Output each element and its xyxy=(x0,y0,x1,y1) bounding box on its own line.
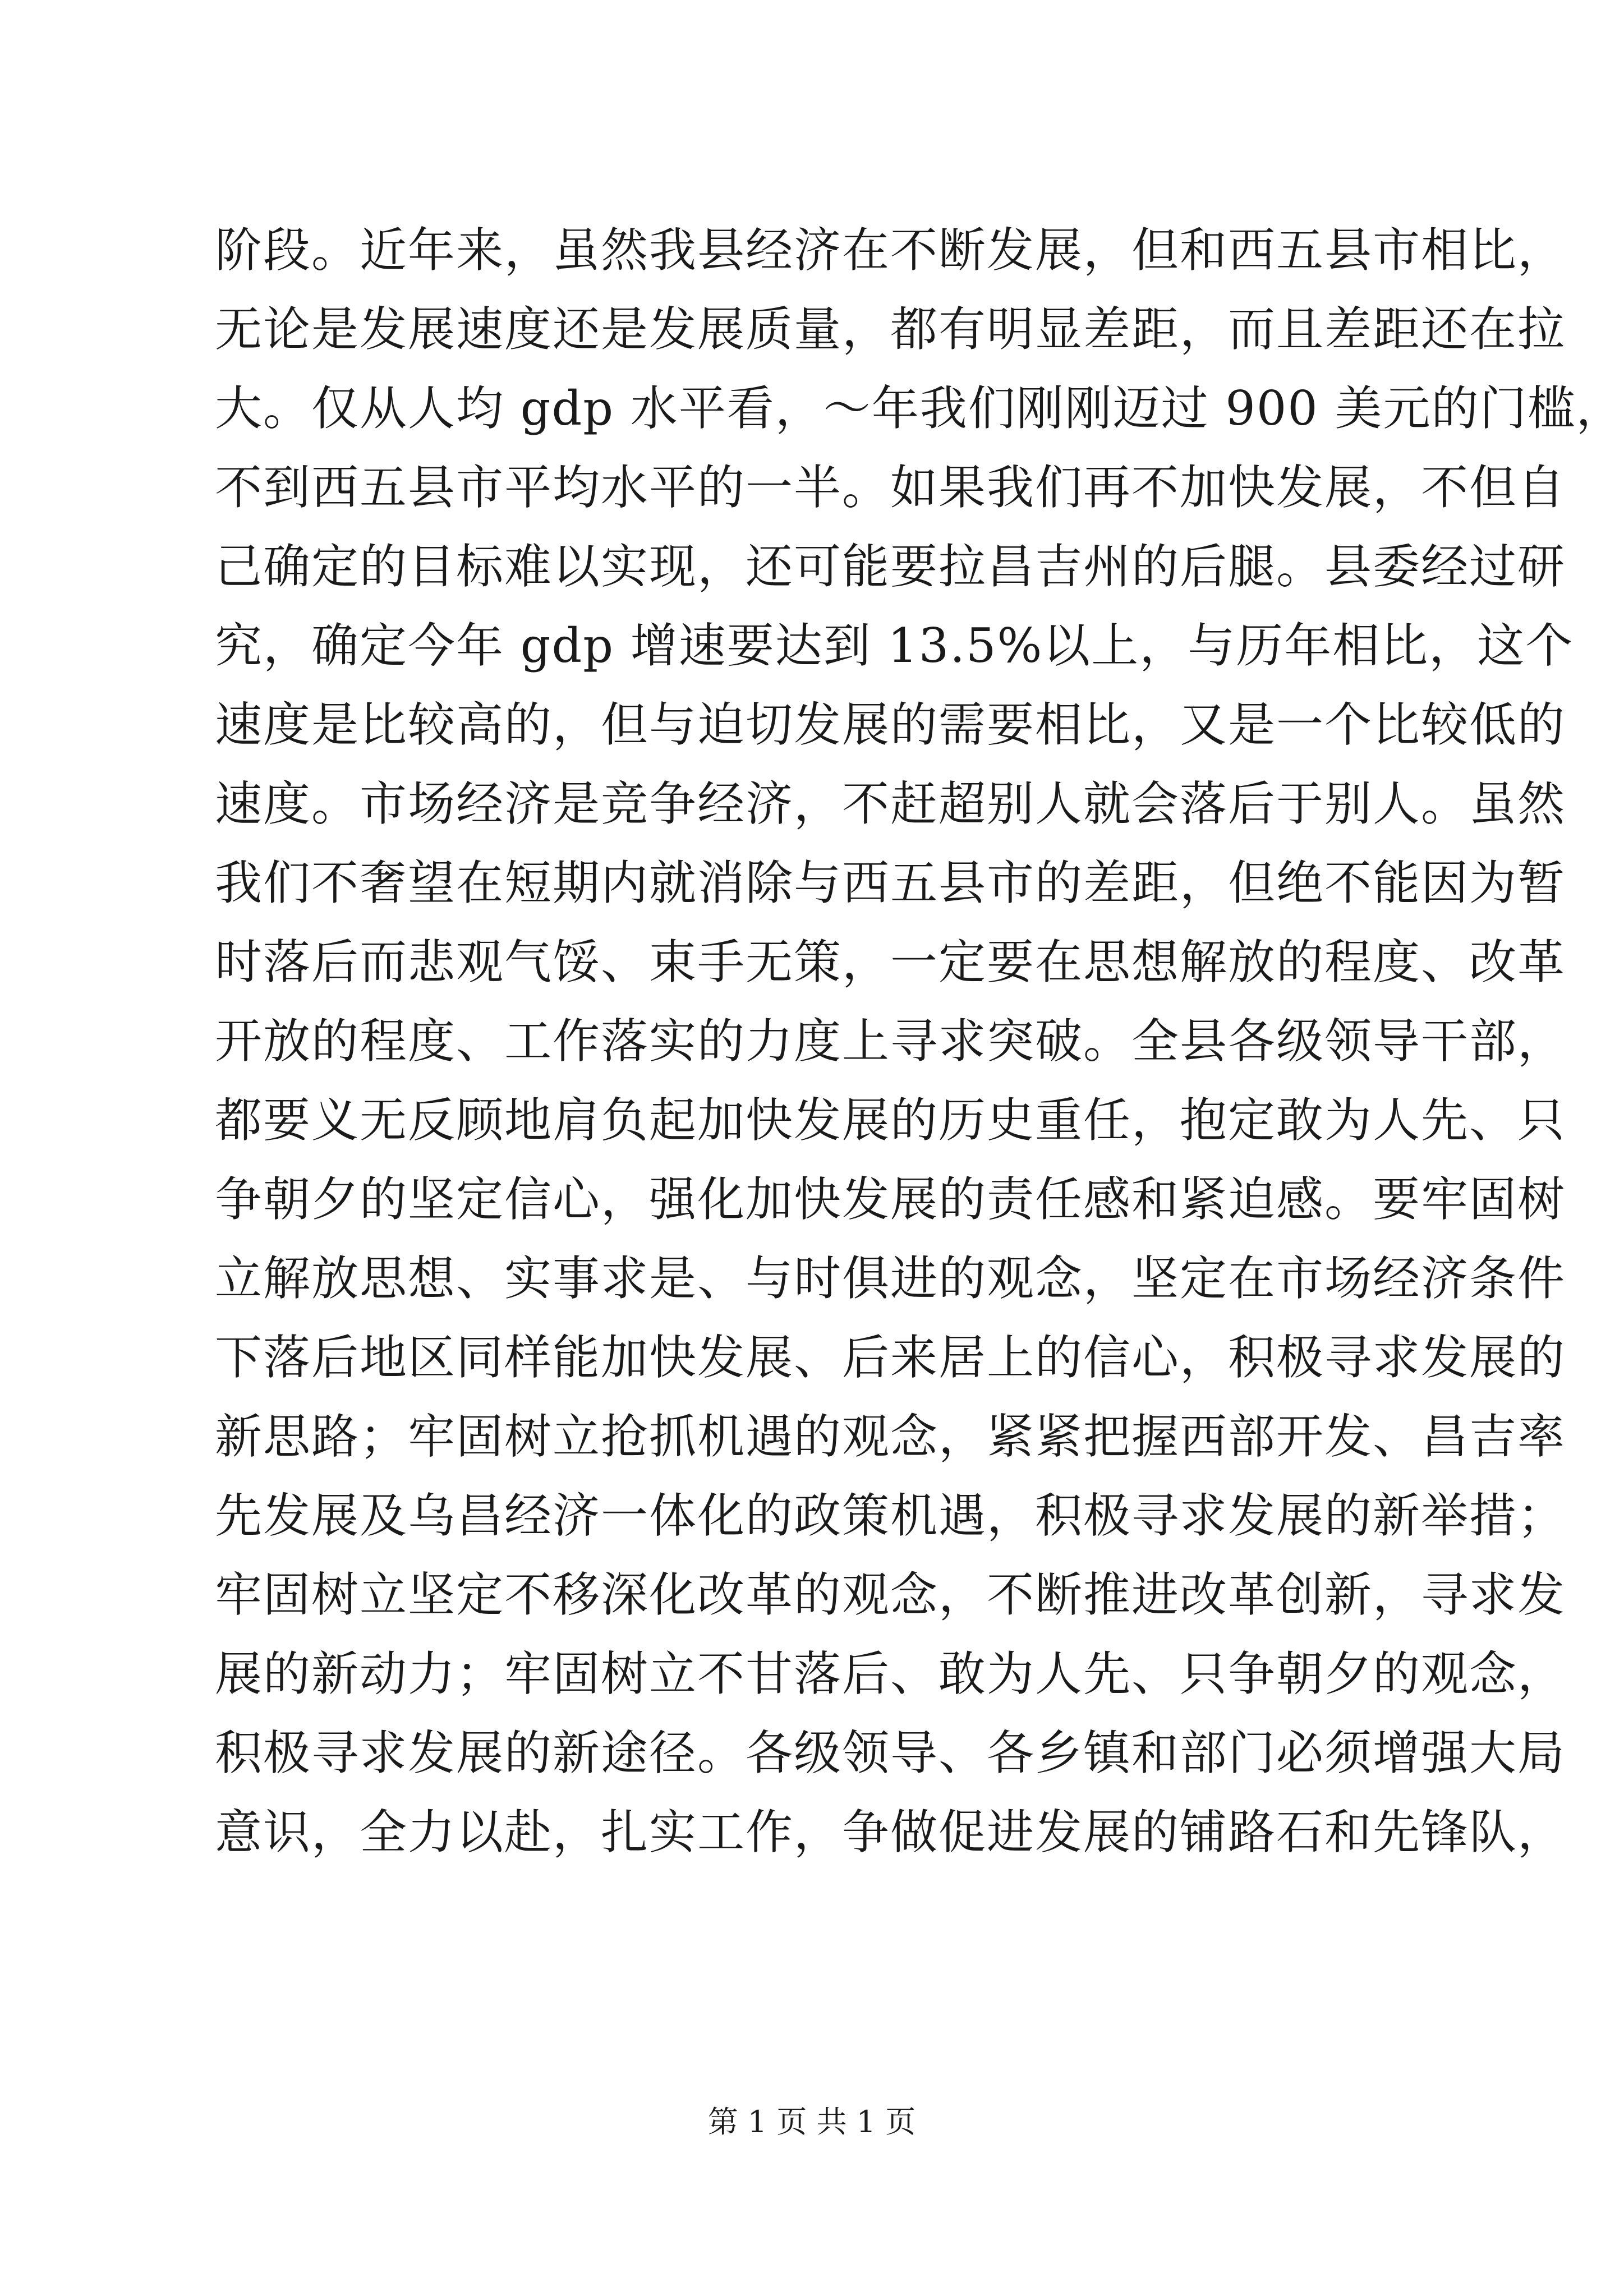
text-line: 不到西五县市平均水平的一半。如果我们再不加快发展，不但自 xyxy=(215,460,1566,515)
text-line: 速度是比较高的，但与迫切发展的需要相比，又是一个比较低的 xyxy=(215,697,1566,752)
text-line: 己确定的目标难以实现，还可能要拉昌吉州的后腿。县委经过研 xyxy=(215,539,1566,594)
page-footer: 第 1 页 共 1 页 xyxy=(707,2104,916,2139)
text-line: 展的新动力；牢固树立不甘落后、敢为人先、只争朝夕的观念， xyxy=(215,1646,1566,1701)
text-line: 我们不奢望在短期内就消除与西五县市的差距，但绝不能因为暂 xyxy=(215,855,1566,910)
text-line: 无论是发展速度还是发展质量，都有明显差距，而且差距还在拉 xyxy=(215,302,1566,357)
text-line: 速度。市场经济是竞争经济，不赶超别人就会落后于别人。虽然 xyxy=(215,776,1566,831)
text-line: 立解放思想、实事求是、与时俱进的观念，坚定在市场经济条件 xyxy=(215,1251,1566,1306)
body-text xyxy=(215,211,1624,1872)
text-line: 争朝夕的坚定信心，强化加快发展的责任感和紧迫感。要牢固树 xyxy=(215,1172,1566,1227)
text-line: 究，确定今年 gdp 增速要达到 13.5%以上，与历年相比，这个 xyxy=(215,618,1574,673)
text-line: 牢固树立坚定不移深化改革的观念，不断推进改革创新，寻求发 xyxy=(215,1567,1566,1622)
text-line: 阶段。近年来，虽然我县经济在不断发展，但和西五县市相比， xyxy=(215,223,1566,278)
text-line: 意识，全力以赴，扎实工作，争做促进发展的铺路石和先锋队， xyxy=(215,1805,1566,1860)
text-line: 积极寻求发展的新途径。各级领导、各乡镇和部门必须增强大局 xyxy=(215,1726,1566,1780)
text-line: 时落后而悲观气馁、束手无策，一定要在思想解放的程度、改革 xyxy=(215,935,1566,990)
text-line: 大。仅从人均 gdp 水平看，～年我们刚刚迈过 900 美元的门槛， xyxy=(215,381,1624,436)
text-line: 先发展及乌昌经济一体化的政策机遇，积极寻求发展的新举措； xyxy=(215,1488,1566,1543)
text-line: 都要义无反顾地肩负起加快发展的历史重任，抱定敢为人先、只 xyxy=(215,1093,1566,1148)
text-line: 新思路；牢固树立抢抓机遇的观念，紧紧把握西部开发、昌吉率 xyxy=(215,1409,1566,1464)
text-line: 开放的程度、工作落实的力度上寻求突破。全县各级领导干部， xyxy=(215,1014,1566,1069)
text-line: 下落后地区同样能加快发展、后来居上的信心，积极寻求发展的 xyxy=(215,1330,1566,1385)
